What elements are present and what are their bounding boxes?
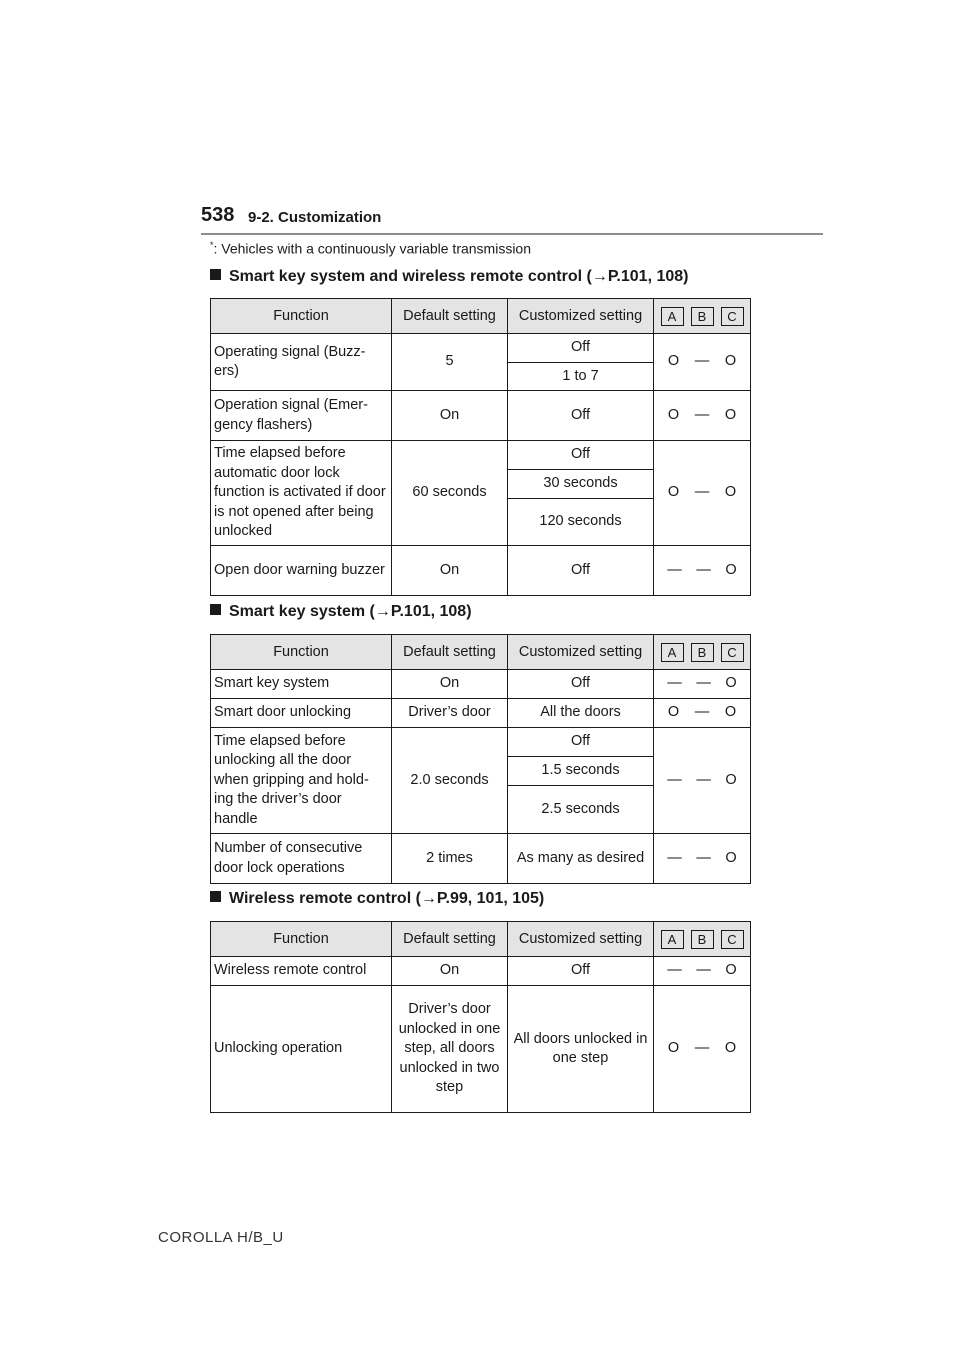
square-bullet-icon [210,269,221,280]
col-header-customized: Customized setting [508,299,654,334]
cell-function: Time elapsed before unlocking all the door when gripping and hold-ing the driver’s door handle [211,728,392,834]
cell-abc [654,334,751,391]
table-row [211,334,751,363]
col-header-function: Function [211,635,392,670]
cell-abc [654,699,751,728]
cell-function: Open door warning buzzer [211,546,392,596]
cell-option: Off [508,441,654,470]
cell-option: All the doors [508,699,654,728]
table-row [211,391,751,441]
footnote-marker: * [210,240,214,250]
col-header-customized: Customized setting [508,922,654,957]
cell-b: — [694,484,710,501]
cell-c: O [725,849,737,866]
cell-b: — [696,771,711,788]
col-header-a: A [661,930,684,949]
table-header-row [211,922,751,957]
cell-default: 2.0 seconds [392,728,508,834]
cell-function: Unlocking operation [211,986,392,1113]
col-header-default: Default setting [392,922,508,957]
cell-option: Off [508,391,654,441]
table-row [211,728,751,757]
col-header-abc [654,922,751,957]
col-header-c: C [721,643,744,662]
cell-default: 60 seconds [392,441,508,546]
footer-model: COROLLA H/B_U [158,1229,284,1246]
cell-b: — [696,675,711,692]
cell-default: On [392,957,508,986]
col-header-abc [654,635,751,670]
cell-c: O [725,561,737,578]
cell-abc [654,728,751,834]
cell-c: O [725,771,737,788]
cell-default: Driver’s door [392,699,508,728]
heading-text: Wireless remote control (→P.99, 101, 105) [229,890,545,907]
cell-abc [654,546,751,596]
col-header-customized: Customized setting [508,635,654,670]
cell-c: O [724,704,737,721]
cell-default: 2 times [392,834,508,884]
header-rule [201,233,823,235]
table-wireless-remote [210,921,751,1113]
cell-b: — [694,353,710,370]
cell-function: Time elapsed before automatic door lock function is activated if door is not opened after being unlocked [211,441,392,546]
cell-option: Off [508,728,654,757]
cell-a: — [667,675,682,692]
cell-c: O [725,962,737,979]
cell-option: 1.5 seconds [508,757,654,786]
cell-function: Smart key system [211,670,392,699]
cell-abc [654,670,751,699]
cell-abc [654,834,751,884]
table-row [211,670,751,699]
square-bullet-icon [210,604,221,615]
col-header-a: A [661,643,684,662]
heading-text: Smart key system (→P.101, 108) [229,603,472,620]
table-row [211,986,751,1113]
table-row [211,441,751,470]
table-row [211,699,751,728]
cell-default: On [392,391,508,441]
col-header-default: Default setting [392,299,508,334]
cell-default: Driver’s door unlocked in one step, all doors unlocked in two step [392,986,508,1113]
col-header-b: B [691,643,714,662]
cell-a: O [667,704,680,721]
cell-a: O [667,1040,680,1057]
cell-option: 120 seconds [508,499,654,546]
table-smart-key [210,634,751,884]
table-row [211,546,751,596]
cell-option: 30 seconds [508,470,654,499]
footnote [210,240,531,257]
cell-b: — [696,849,711,866]
table-header-row [211,299,751,334]
col-header-c: C [721,930,744,949]
cell-default: On [392,546,508,596]
table-header-row [211,635,751,670]
col-header-function: Function [211,299,392,334]
cell-function: Operation signal (Emer-gency flashers) [211,391,392,441]
heading-text: Smart key system and wireless remote control (→P.101, 108) [229,268,689,285]
cell-a: O [667,484,680,501]
cell-option: As many as desired [508,834,654,884]
col-header-function: Function [211,922,392,957]
heading-smart-key-and-remote [210,268,688,286]
cell-a: O [667,406,680,423]
section-title: 9-2. Customization [248,209,382,226]
cell-abc [654,957,751,986]
col-header-c: C [721,307,744,326]
cell-option: Off [508,546,654,596]
footnote-text: : Vehicles with a continuously variable transmission [213,240,532,257]
cell-a: — [667,771,682,788]
col-header-b: B [691,930,714,949]
cell-default: 5 [392,334,508,391]
table-row [211,834,751,884]
cell-b: — [696,561,711,578]
cell-function: Wireless remote control [211,957,392,986]
cell-b: — [694,1040,710,1057]
cell-c: O [724,406,737,423]
cell-c: O [725,675,737,692]
page-number: 538 [201,204,235,226]
cell-option: Off [508,670,654,699]
col-header-abc [654,299,751,334]
table-smart-key-and-remote [210,298,751,596]
cell-c: O [724,353,737,370]
table-row [211,957,751,986]
cell-a: — [667,849,682,866]
cell-function: Smart door unlocking [211,699,392,728]
cell-b: — [694,704,710,721]
cell-option: 2.5 seconds [508,786,654,834]
cell-option: Off [508,957,654,986]
cell-function: Number of consecutive door lock operations [211,834,392,884]
cell-abc [654,441,751,546]
cell-a: — [667,962,682,979]
cell-option: Off [508,334,654,363]
cell-option: 1 to 7 [508,363,654,391]
cell-a: O [667,353,680,370]
cell-default: On [392,670,508,699]
cell-a: — [667,561,682,578]
col-header-b: B [691,307,714,326]
cell-b: — [694,406,710,423]
heading-smart-key [210,603,472,621]
square-bullet-icon [210,891,221,902]
cell-abc [654,986,751,1113]
cell-c: O [724,1040,737,1057]
cell-c: O [724,484,737,501]
heading-wireless-remote [210,890,544,908]
cell-function: Operating signal (Buzz-ers) [211,334,392,391]
cell-b: — [696,962,711,979]
cell-option: All doors unlocked in one step [508,986,654,1113]
col-header-a: A [661,307,684,326]
cell-abc [654,391,751,441]
col-header-default: Default setting [392,635,508,670]
